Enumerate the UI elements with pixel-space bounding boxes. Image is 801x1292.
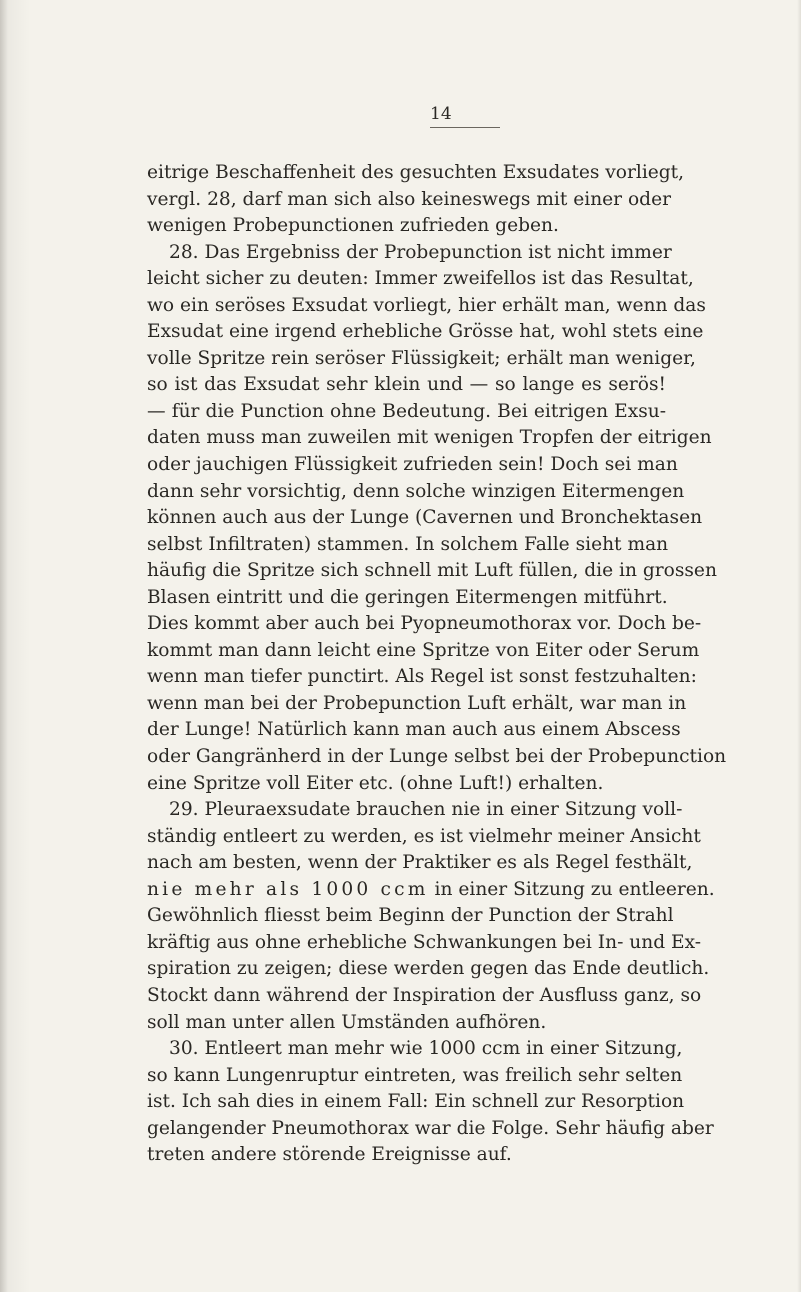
text-line: der Lunge! Natürlich kann man auch aus einem Abscess: [147, 719, 681, 741]
text-line: ständig entleert zu werden, es ist vielmehr meiner Ansicht: [147, 825, 701, 847]
text-line: häufig die Spritze sich schnell mit Luft füllen, die in grossen: [147, 560, 717, 582]
text-line: — für die Punction ohne Bedeutung. Bei eitrigen Exsu-: [147, 400, 666, 422]
text-line: Dies kommt aber auch bei Pyopneumothorax vor. Doch be-: [147, 613, 702, 635]
text-line: Stockt dann während der Inspiration der Ausfluss ganz, so: [147, 984, 702, 1006]
text-line: Exsudat eine irgend erhebliche Grösse hat, wohl stets eine: [147, 321, 704, 343]
spaced-emphasis: nie mehr als 1000 ccm: [147, 878, 429, 900]
text-line: können auch aus der Lunge (Cavernen und Bronchektasen: [147, 507, 703, 529]
text-line: 29. Pleuraexsudate brauchen nie in einer Sitzung voll-: [169, 799, 683, 821]
text-line: treten andere störende Ereignisse auf.: [147, 1144, 512, 1166]
text-line: wenigen Probepunctionen zufrieden geben.: [147, 215, 559, 237]
text-line: oder jauchigen Flüssigkeit zufrieden sein! Doch sei man: [147, 454, 678, 476]
page-edge: [797, 0, 801, 1292]
text-line: oder Gangränherd in der Lunge selbst bei der Probepunction: [147, 746, 727, 768]
text-line: spiration zu zeigen; diese werden gegen das Ende deutlich.: [147, 958, 710, 980]
body-text: [147, 160, 727, 1169]
binding-shadow: [0, 0, 8, 1292]
text-line: Gewöhnlich fliesst beim Beginn der Punction der Strahl: [147, 905, 674, 927]
text-line: 30. Entleert man mehr wie 1000 ccm in einer Sitzung,: [169, 1038, 683, 1060]
text-line: wenn man tiefer punctirt. Als Regel ist sonst festzuhalten:: [147, 666, 697, 688]
text-line: [147, 877, 715, 904]
text-line: gelangender Pneumothorax war die Folge. Sehr häufig aber: [147, 1117, 714, 1139]
text-line: Blasen eintritt und die geringen Eitermengen mitführt.: [147, 586, 668, 608]
text-line: wenn man bei der Probepunction Luft erhält, war man in: [147, 692, 687, 714]
text-line: soll man unter allen Umständen aufhören.: [147, 1011, 547, 1033]
text-line: 28. Das Ergebniss der Probepunction ist nicht immer: [169, 241, 672, 263]
text-line: dann sehr vorsichtig, denn solche winzigen Eitermengen: [147, 480, 685, 502]
text-line: eitrige Beschaffenheit des gesuchten Exsudates vorliegt,: [147, 162, 685, 183]
line-remainder: in einer Sitzung zu entleeren.: [428, 878, 715, 900]
text-line: kräftig aus ohne erhebliche Schwankungen bei In- und Ex-: [147, 931, 702, 953]
text-line: ist. Ich sah dies in einem Fall: Ein schnell zur Resorption: [147, 1091, 685, 1113]
text-line: kommt man dann leicht eine Spritze von Eiter oder Serum: [147, 639, 700, 661]
page-number: 14: [430, 104, 500, 128]
text-line: wo ein seröses Exsudat vorliegt, hier erhält man, wenn das: [147, 294, 706, 316]
text-line: so kann Lungenruptur eintreten, was freilich sehr selten: [147, 1064, 683, 1086]
text-line: nach am besten, wenn der Praktiker es als Regel festhält,: [147, 852, 693, 874]
text-line: daten muss man zuweilen mit wenigen Tropfen der eitrigen: [147, 427, 712, 449]
text-line: eine Spritze voll Eiter etc. (ohne Luft!) erhalten.: [147, 772, 604, 794]
text-line: leicht sicher zu deuten: Immer zweifellos ist das Resultat,: [147, 268, 694, 290]
text-line: volle Spritze rein seröser Flüssigkeit; erhält man weniger,: [147, 347, 696, 369]
text-line: vergl. 28, darf man sich also keineswegs mit einer oder: [147, 188, 671, 210]
text-line: selbst Infiltraten) stammen. In solchem Falle sieht man: [147, 533, 669, 555]
text-line: so ist das Exsudat sehr klein und — so lange es serös!: [147, 374, 666, 396]
